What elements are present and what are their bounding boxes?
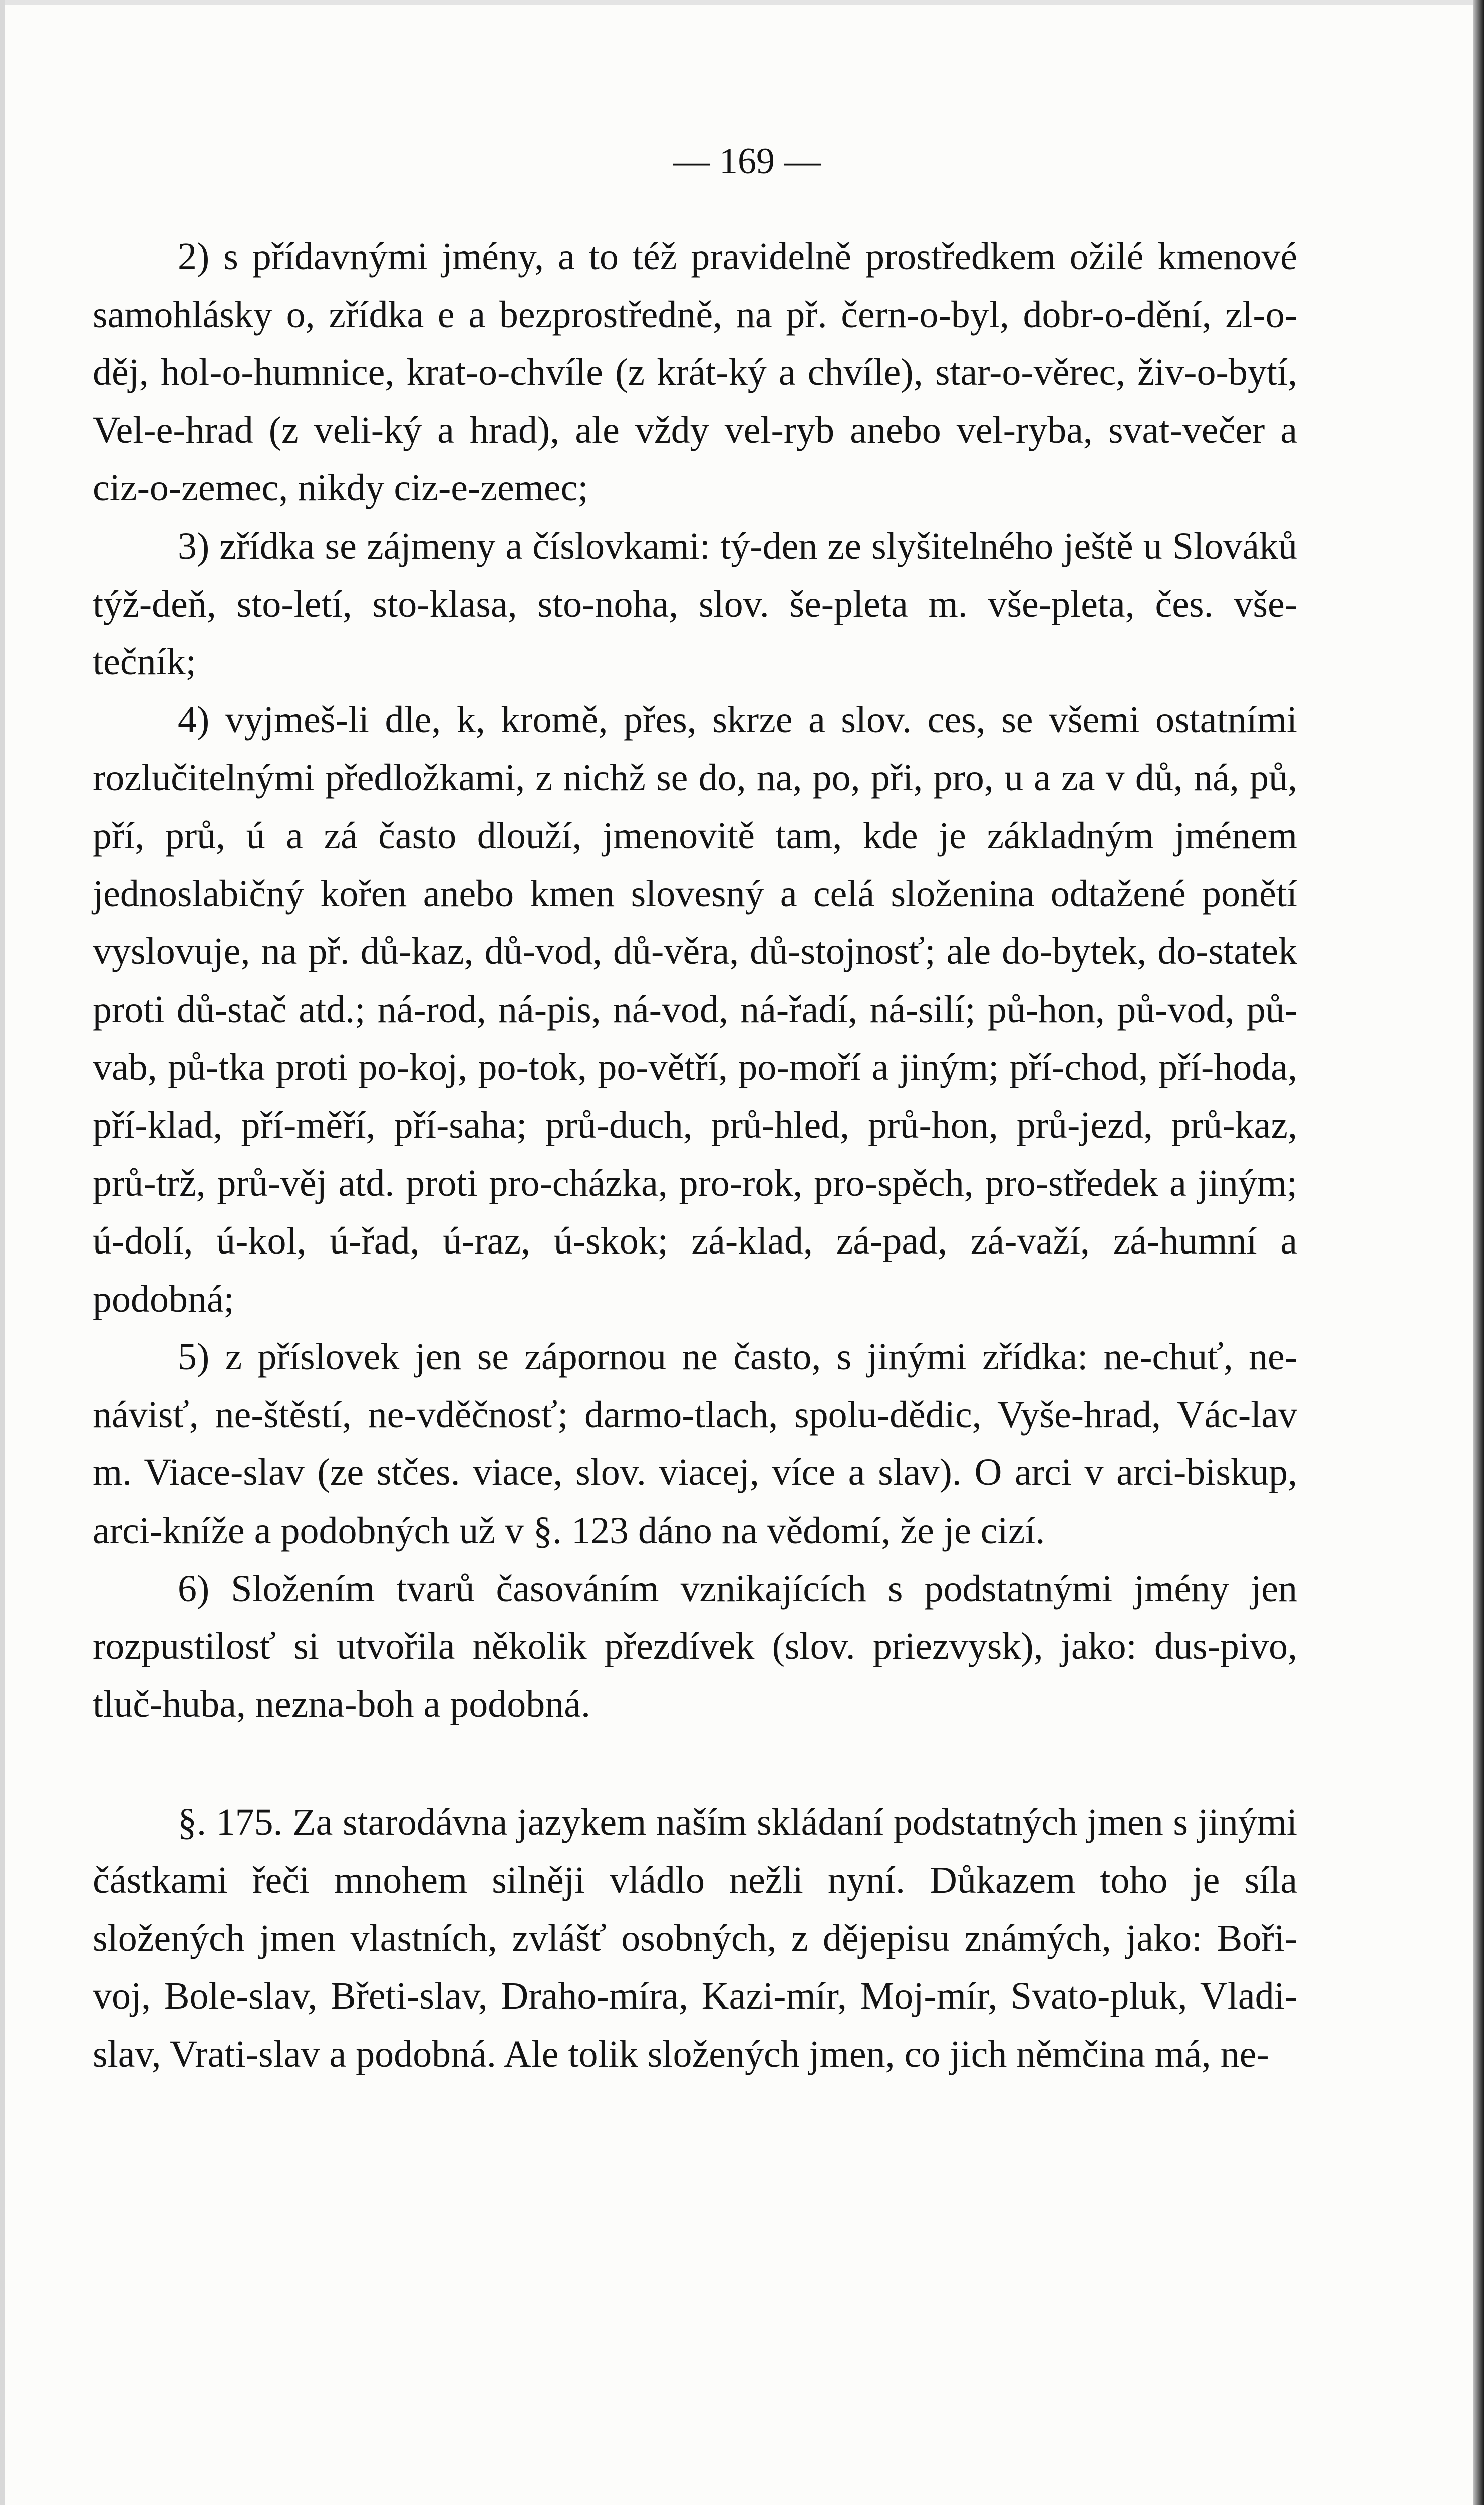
page-number: — 169 —: [673, 141, 821, 182]
paragraph-4-prepositions: 4) vyjmeš-li dle, k, kromě, přes, skrze a slov. ces, se všemi ostatními rozlučitelnými předložkami, z nichž se do, na, po, při, pro, u a za v dů, ná, pů, pří, prů, ú a zá často dlouží, jmenovitě tam, kde je základným jménem jednoslabičný kořen anebo kmen slovesný a celá složenina odtažené ponětí vyslovuje, na př. dů-kaz, dů-vod, dů-věra, dů-stojnosť; ale do-bytek, do-statek proti dů-stač atd.; ná-rod, ná-pis, ná-vod, ná-řadí, ná-silí; pů-hon, pů-vod, pů-vab, pů-tka proti po-koj, po-tok, po-větří, po-moří a jiným; pří-chod, pří-hoda, pří-klad, pří-měří, pří-saha; prů-duch, prů-hled, prů-hon, prů-jezd, prů-kaz, prů-trž, prů-věj atd. proti pro-cházka, pro-rok, pro-spěch, pro-středek a jiným; ú-dolí, ú-kol, ú-řad, ú-raz, ú-skok; zá-klad, zá-pad, zá-važí, zá-humní a podobná;: [93, 698, 1297, 1320]
section-175-paragraph: §. 175. Za starodávna jazykem naším skládaní podstatných jmen s jinými částkami řeči mnohem silněji vládlo nežli nyní. Důkazem toho je síla složených jmen vlastních, zvlášť osobných, z dějepisu známých, jako: Boři-voj, Bole-slav, Břeti-slav, Draho-míra, Kazi-mír, Moj-mír, Svato-pluk, Vladi-slav, Vrati-slav a podobná. Ale tolik složených jmen, co jich němčina má, ne-: [93, 1801, 1297, 2075]
paragraph-5-adverbs: 5) z příslovek jen se zápornou ne často, s jinými zřídka: ne-chuť, ne-návisť, ne-štěstí, ne-vděčnosť; darmo-tlach, spolu-dědic, Vyše-hrad, Vác-lav m. Viace-slav (ze stčes. viace, slov. viacej, více a slav). O arci v arci-biskup, arci-kníže a podobných už v §. 123 dáno na vědomí, že je cizí.: [93, 1336, 1297, 1552]
body-text: [93, 228, 1297, 2083]
paragraph-2-adjectives: 2) s přídavnými jmény, a to též pravidelně prostředkem ožilé kmenové samohlásky o, zřídka e a bezprostředně, na př. čern-o-byl, dobr-o-dění, zl-o-děj, hol-o-humnice, krat-o-chvíle (z krát-ký a chvíle), star-o-věrec, živ-o-bytí, Vel-e-hrad (z veli-ký a hrad), ale vždy vel-ryb anebo vel-ryba, svat-večer a ciz-o-zemec, nikdy ciz-e-zemec;: [93, 235, 1297, 510]
page-right-edge: [1473, 0, 1484, 2505]
paragraph-3-pronouns-numerals: 3) zřídka se zájmeny a číslovkami: tý-den ze slyšitelného ještě u Slováků týž-deň, sto-letí, sto-klasa, sto-noha, slov. še-pleta m. vše-pleta, čes. vše-tečník;: [93, 525, 1297, 683]
page-top-edge: [5, 0, 1484, 5]
paragraph-6-verb-forms: 6) Složením tvarů časováním vznikajících s podstatnými jmény jen rozpustilosť si utvořila několik přezdívek (slov. priezvysk), jako: dus-pivo, tluč-huba, nezna-boh a podobná.: [93, 1567, 1297, 1725]
